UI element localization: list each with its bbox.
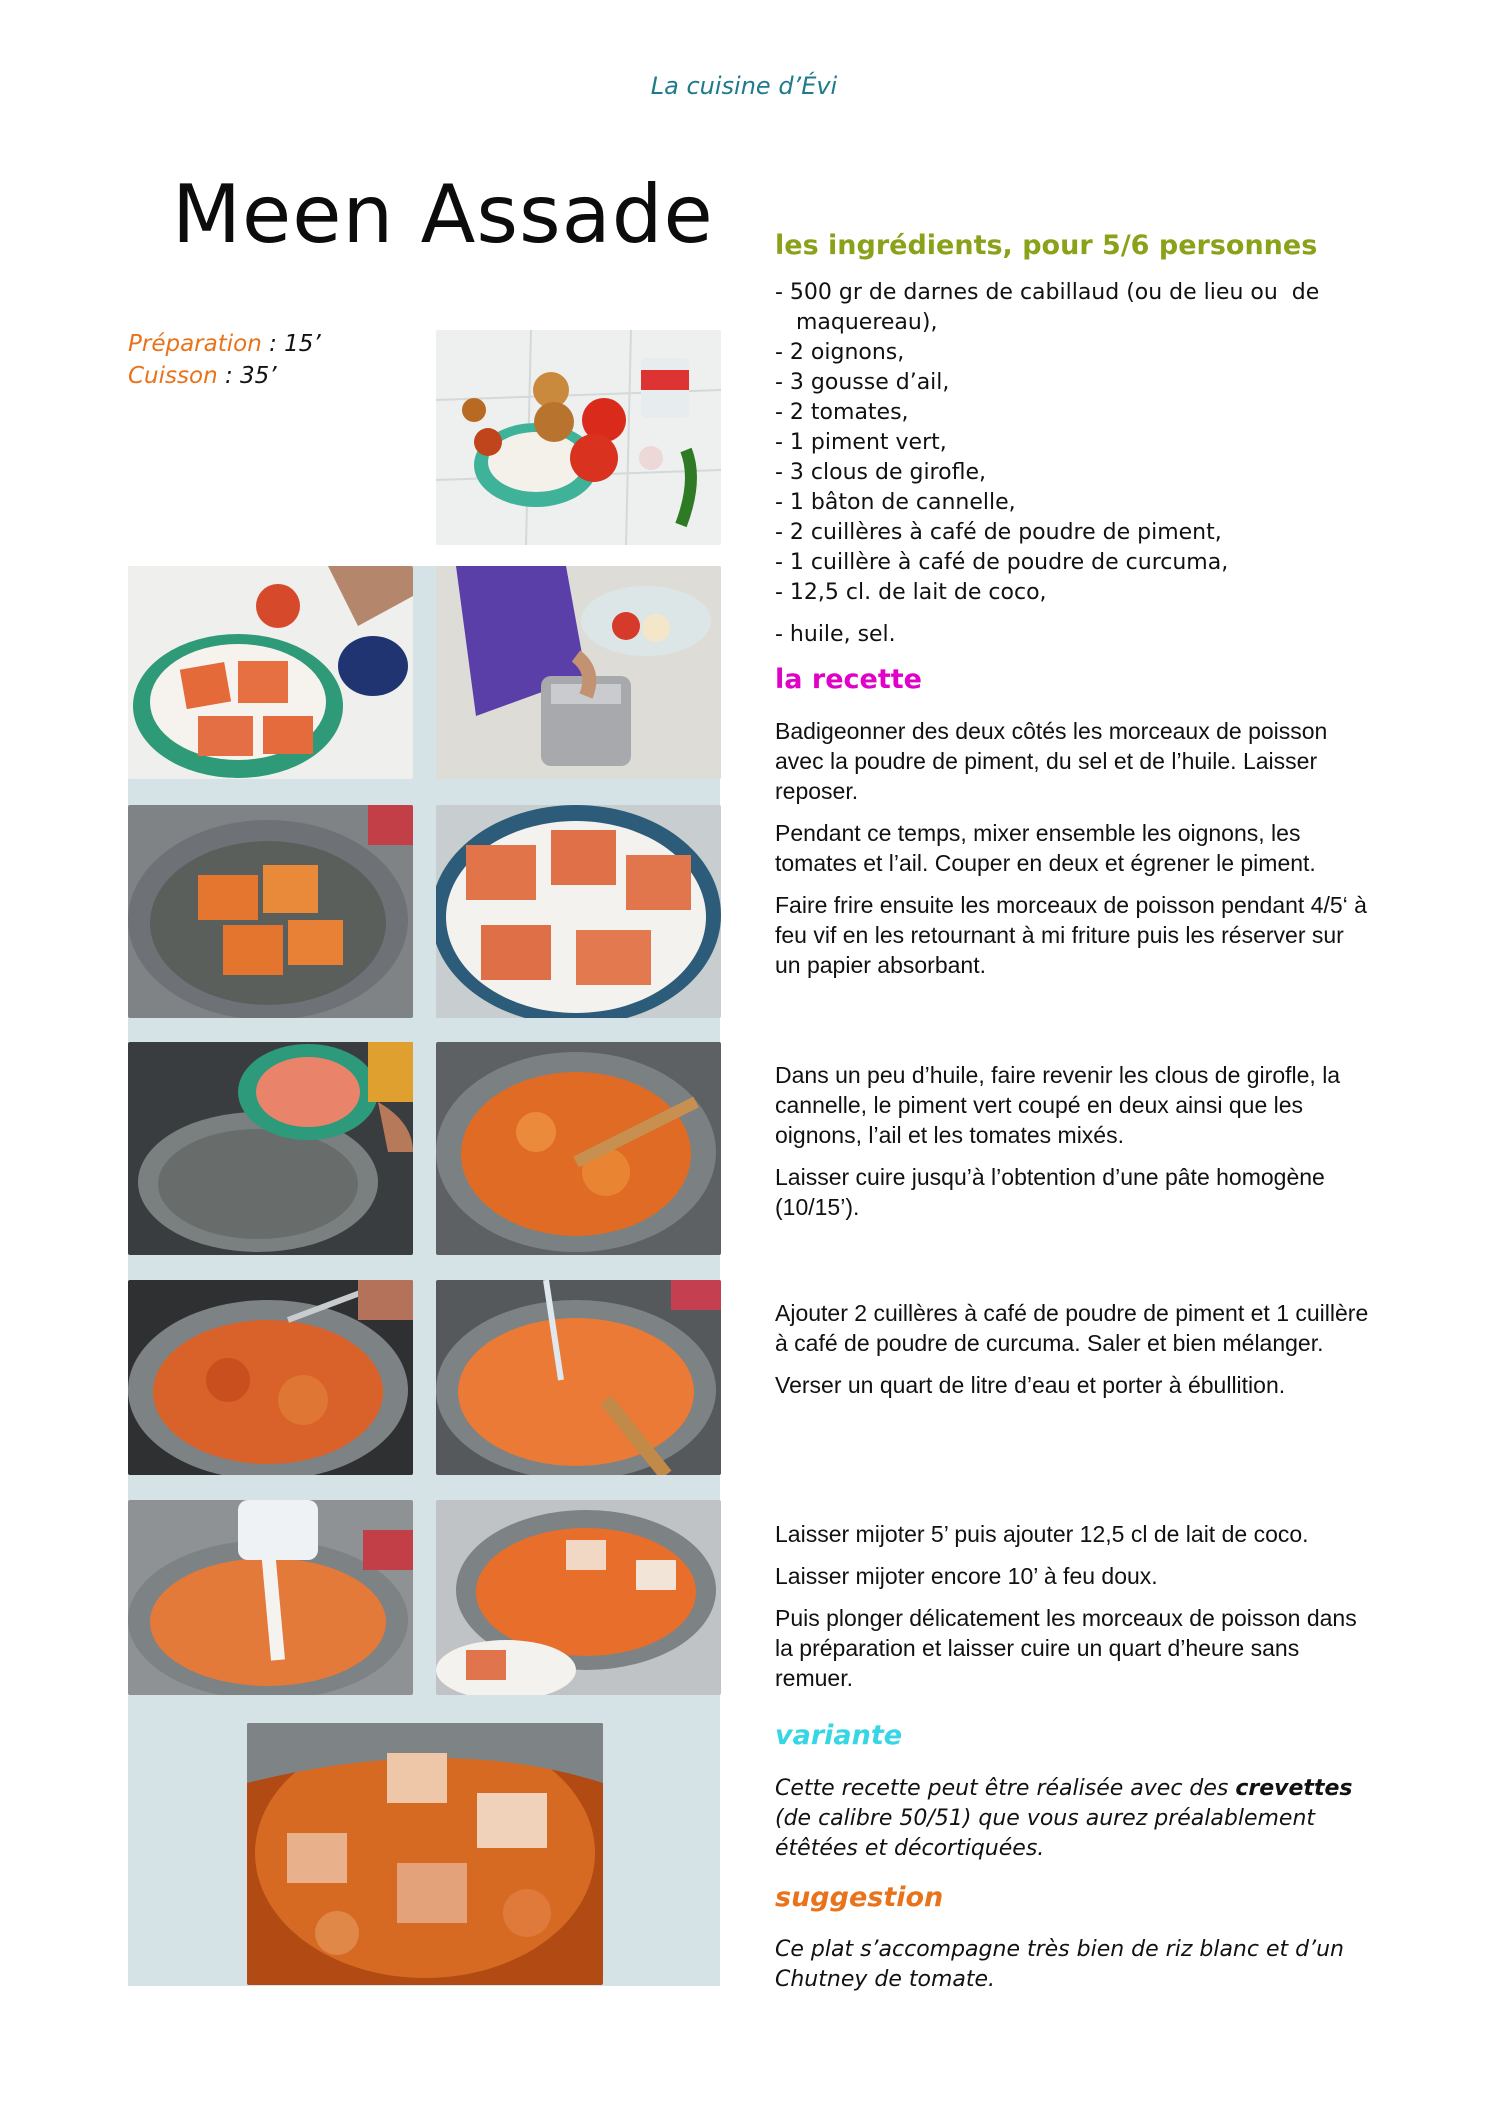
site-brand: La cuisine d’Évi <box>650 72 838 100</box>
step-photo-mixing-onions <box>436 566 721 779</box>
variante-text <box>775 1774 1375 1864</box>
cook-time <box>128 360 321 392</box>
step-photo-adding-water <box>436 1280 721 1475</box>
final-dish-photo <box>247 1723 603 1985</box>
recipe-paragraph: Laisser mijoter encore 10’ à feu doux. <box>775 1563 1158 1589</box>
recipe-title: Meen Assade <box>172 168 714 261</box>
ingredient-item: - 1 cuillère à café de poudre de curcuma, <box>775 550 1229 575</box>
recipe-step-block-3 <box>775 1298 1375 1400</box>
step-photo-cooking-paste <box>436 1042 721 1255</box>
step-photo-fish-on-paper <box>436 805 721 1018</box>
step-photo-adding-spices <box>128 1280 413 1475</box>
recipe-step-block-1 <box>775 716 1375 980</box>
variante-text-end: (de calibre 50/51) que vous aurez préalablement étêtées et décortiquées. <box>775 1806 1316 1861</box>
prep-value: : 15’ <box>261 331 321 357</box>
ingredient-item: - 2 oignons, <box>775 340 905 365</box>
recipe-paragraph: Dans un peu d’huile, faire revenir les clous de girofle, la cannelle, le piment vert coupé en deux ainsi que les oignons, l’ail et les tomates mixés. <box>775 1062 1341 1148</box>
suggestion-title: suggestion <box>775 1882 944 1913</box>
cook-value: : 35’ <box>217 363 277 389</box>
recipe-paragraph: Verser un quart de litre d’eau et porter à ébullition. <box>775 1372 1286 1398</box>
recipe-step-block-4 <box>775 1519 1375 1693</box>
ingredient-item: - 1 bâton de cannelle, <box>775 490 1016 515</box>
ingredient-item: - 3 clous de girofle, <box>775 460 986 485</box>
prep-time <box>128 328 321 360</box>
ingredient-item: maquereau), <box>775 310 938 335</box>
recipe-section-title: la recette <box>775 664 922 695</box>
ingredients-title: les ingrédients, pour 5/6 personnes <box>775 230 1318 261</box>
recipe-paragraph: Laisser mijoter 5’ puis ajouter 12,5 cl de lait de coco. <box>775 1521 1309 1547</box>
ingredient-item: - 500 gr de darnes de cabillaud (ou de lieu ou de <box>775 280 1320 305</box>
recipe-paragraph: Laisser cuire jusqu’à l’obtention d’une pâte homogène (10/15’). <box>775 1164 1325 1220</box>
ingredient-item: - 1 piment vert, <box>775 430 947 455</box>
prep-label: Préparation <box>128 331 262 357</box>
ingredient-item: - 12,5 cl. de lait de coco, <box>775 580 1047 605</box>
recipe-paragraph: Badigeonner des deux côtés les morceaux de poisson avec la poudre de piment, du sel et de l’huile. Laisser reposer. <box>775 718 1328 804</box>
recipe-step-block-2 <box>775 1060 1375 1222</box>
variante-highlight: crevettes <box>1235 1776 1353 1801</box>
variante-text-start: Cette recette peut être réalisée avec des <box>775 1776 1236 1801</box>
variante-title: variante <box>775 1720 903 1751</box>
ingredient-item: - 3 gousse d’ail, <box>775 370 950 395</box>
recipe-paragraph: Puis plonger délicatement les morceaux de poisson dans la préparation et laisser cuire un quart d’heure sans remuer. <box>775 1605 1357 1691</box>
recipe-paragraph: Ajouter 2 cuillères à café de poudre de piment et 1 cuillère à café de poudre de curcuma. Saler et bien mélanger. <box>775 1300 1369 1356</box>
ingredients-photo <box>436 330 721 545</box>
recipe-paragraph: Faire frire ensuite les morceaux de poisson pendant 4/5‘ à feu vif en les retournant à mi friture puis les réserver sur un papier absorbant. <box>775 892 1367 978</box>
step-photo-adding-fish <box>436 1500 721 1695</box>
suggestion-text: Ce plat s’accompagne très bien de riz blanc et d’un Chutney de tomate. <box>775 1937 1344 1992</box>
ingredient-item: - huile, sel. <box>775 622 896 647</box>
recipe-times <box>128 328 321 392</box>
step-photo-frying-fish <box>128 805 413 1018</box>
recipe-paragraph: Pendant ce temps, mixer ensemble les oignons, les tomates et l’ail. Couper en deux et égrener le piment. <box>775 820 1316 876</box>
ingredient-item: - 2 cuillères à café de poudre de piment, <box>775 520 1222 545</box>
step-photo-seasoning-fish <box>128 566 413 779</box>
step-photo-adding-paste <box>128 1042 413 1255</box>
ingredients-list <box>775 278 1375 650</box>
step-photo-adding-coconut-milk <box>128 1500 413 1695</box>
cook-label: Cuisson <box>128 363 218 389</box>
ingredient-item: - 2 tomates, <box>775 400 909 425</box>
